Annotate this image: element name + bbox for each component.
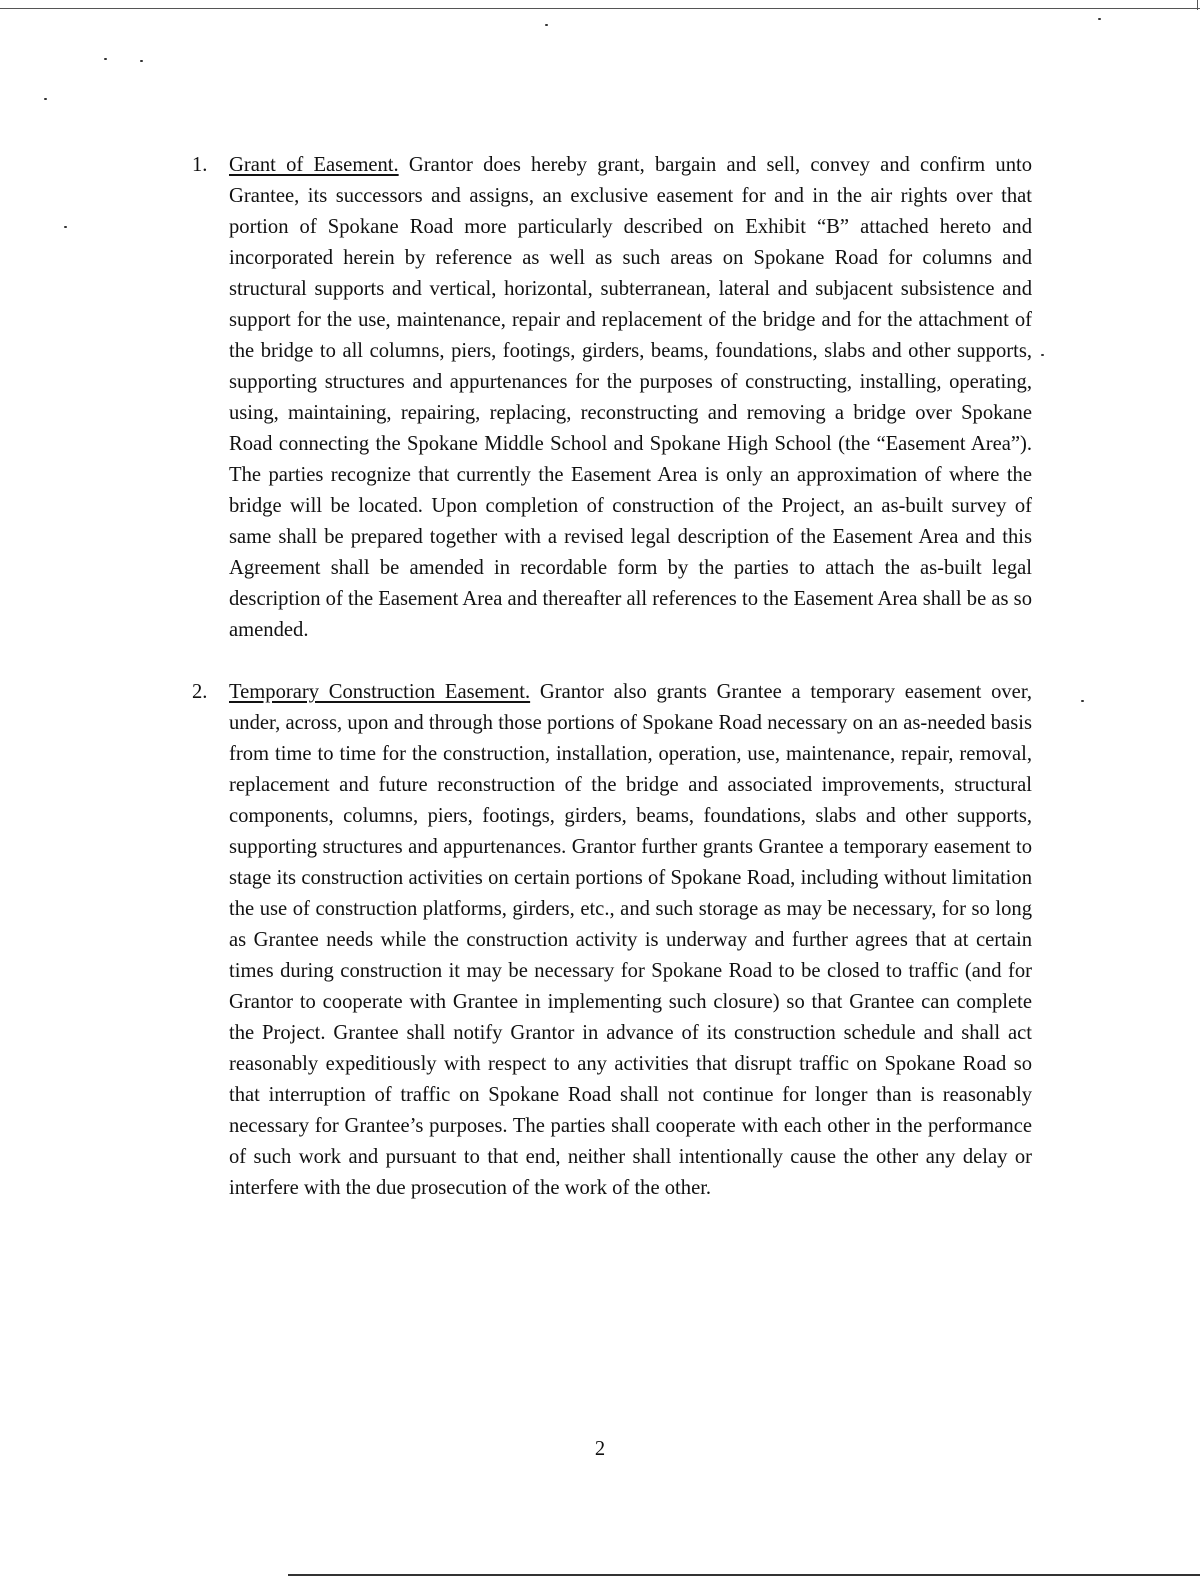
paragraph-text: Grantor does hereby grant, bargain and sell, convey and confirm unto Grantee, its successors and assigns, an exclusive easement for and in the air rights over that portion of Spokane Road more particularly described on Exhibit “B” attached hereto and incorporated herein by reference as well as such areas on Spokane Road for columns and structural supports and vertical, horizontal, subterranean, lateral and subjacent subsistence and support for the use, maintenance, repair and replacement of the bridge and for the attachment of the bridge to all columns, piers, footings, girders, beams, foundations, slabs and other supports, supporting structures and appurtenances for the purposes of constructing, installing, operating, using, maintaining, repairing, replacing, reconstructing and removing a bridge over Spokane Road connecting the Spokane Middle School and Spokane High School (the “Easement Area”). The parties recognize that currently the Easement Area is only an approximation of where the bridge will be located. Upon completion of construction of the Project, an as-built survey of same shall be prepared together with a revised legal description of the Easement Area and this Agreement shall be amended in recordable form by the parties to attach the as-built legal description of the Easement Area and thereafter all references to the Easement Area shall be as so amended. xyxy=(229,154,1033,641)
document-body xyxy=(192,150,1032,1204)
paragraph-number: 2. xyxy=(192,681,208,703)
scan-speck xyxy=(104,58,107,60)
scan-speck xyxy=(1098,18,1101,20)
paragraph-number: 1. xyxy=(192,154,208,176)
page-top-border xyxy=(0,8,1200,9)
scan-speck xyxy=(1081,700,1084,702)
paragraph-grant-of-easement xyxy=(192,150,1032,646)
page-corner-mark xyxy=(1197,0,1198,10)
scan-speck xyxy=(1041,354,1044,356)
page-bottom-border xyxy=(288,1574,1200,1576)
paragraph-temporary-construction-easement xyxy=(192,677,1032,1204)
scan-speck xyxy=(545,24,548,26)
scan-speck xyxy=(64,226,67,228)
scan-speck xyxy=(44,98,47,100)
paragraph-text: Grantor also grants Grantee a temporary easement over, under, across, upon and through those portions of Spokane Road necessary on an as-needed basis from time to time for the construction, installation, operation, use, maintenance, repair, removal, replacement and future reconstruction of the bridge and associated improvements, structural components, columns, piers, footings, girders, beams, foundations, slabs and other supports, supporting structures and appurtenances. Grantor further grants Grantee a temporary easement to stage its construction activities on certain portions of Spokane Road, including without limitation the use of construction platforms, girders, etc., and such storage as may be necessary, for so long as Grantee needs while the construction activity is underway and further agrees that at certain times during construction it may be necessary for Spokane Road to be closed to traffic (and for Grantor to cooperate with Grantee in implementing such closure) so that Grantee can complete the Project. Grantee shall notify Grantor in advance of its construction schedule and shall act reasonably expeditiously with respect to any activities that disrupt traffic on Spokane Road so that interruption of traffic on Spokane Road shall not continue for longer than is reasonably necessary for Grantee’s purposes. The parties shall cooperate with each other in the performance of such work and pursuant to that end, neither shall intentionally cause the other any delay or interfere with the due prosecution of the work of the other. xyxy=(229,681,1032,1199)
page-number: 2 xyxy=(594,1438,606,1460)
paragraph-heading: Temporary Construction Easement. xyxy=(229,681,531,703)
paragraph-heading: Grant of Easement. xyxy=(229,154,399,176)
scan-speck xyxy=(140,60,143,62)
